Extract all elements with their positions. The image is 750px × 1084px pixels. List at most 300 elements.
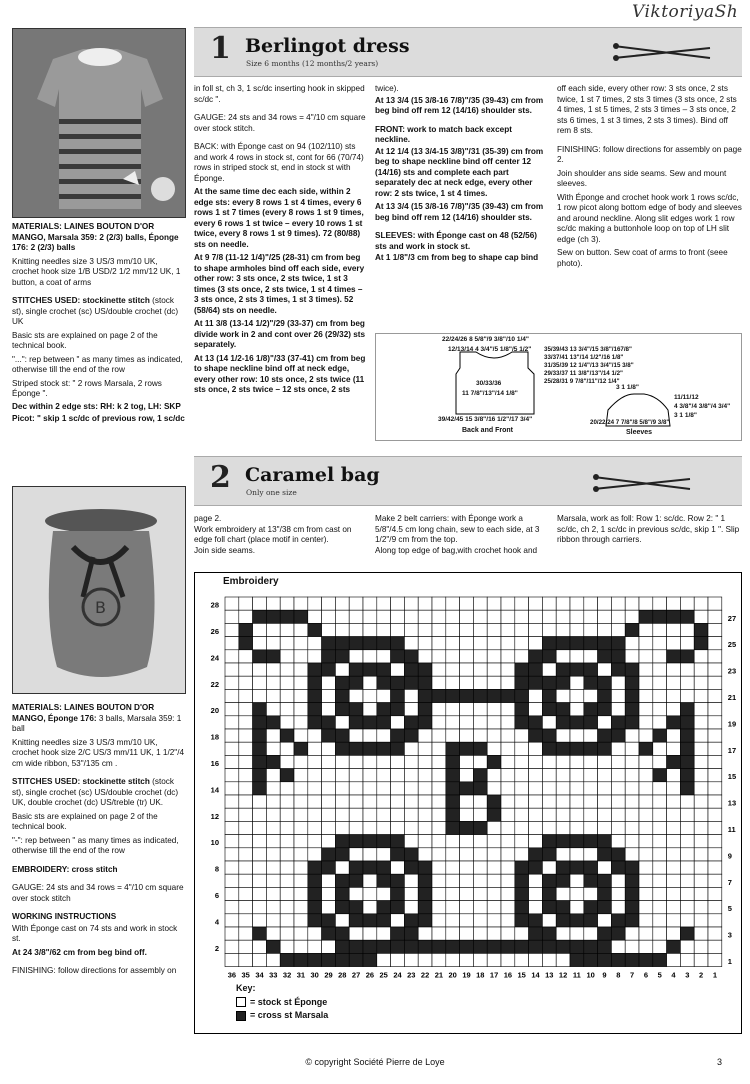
chart-cell [266, 703, 280, 716]
chart-cell [515, 808, 529, 821]
chart-cell [542, 637, 556, 650]
chart-cell [253, 769, 267, 782]
chart-cell [515, 940, 529, 953]
chart-row-label-right: 17 [727, 745, 737, 755]
chart-cell [570, 597, 584, 610]
dress-c3-118: At 1 1/8"/3 cm from beg to shape cap bind [375, 253, 539, 262]
dress-c2-11: At 11 3/8 (13-14 1/2)"/29 (33-37) cm from beg divide work in 2 and cont over 26 (29/32) sts separately. [194, 319, 366, 349]
chart-cell [598, 637, 612, 650]
bag-t3-p1: Make 2 belt carriers: with Éponge work a 5/8"/4.5 cm long chain, sew to each side, at 3 1/2"/9 cm from the top. [375, 514, 540, 544]
chart-cell [335, 848, 349, 861]
chart-cell [404, 597, 418, 610]
chart-cell [680, 663, 694, 676]
chart-cell [542, 874, 556, 887]
chart-cell [377, 953, 391, 966]
chart-cell [515, 953, 529, 966]
chart-cell [280, 769, 294, 782]
chart-cell [335, 716, 349, 729]
chart-cell [404, 940, 418, 953]
chart-cell [308, 742, 322, 755]
chart-cell [377, 769, 391, 782]
chart-row-label-left: 10 [210, 838, 219, 848]
chart-cell [335, 927, 349, 940]
chart-x-label: 17 [489, 970, 499, 980]
chart-cell [446, 637, 460, 650]
chart-cell [377, 848, 391, 861]
schem-r2: 33/37/41 13"/14 1/2"/16 1/8" [544, 354, 624, 361]
chart-cell [515, 874, 529, 887]
chart-key [236, 983, 328, 1022]
chart-cell [639, 795, 653, 808]
chart-cell [515, 914, 529, 927]
chart-cell [432, 914, 446, 927]
bag-t2-p3: Join side seams. [194, 545, 255, 555]
chart-cell [294, 703, 308, 716]
chart-cell [556, 703, 570, 716]
chart-title: Embroidery [223, 576, 279, 587]
chart-cell [253, 716, 267, 729]
chart-cell [570, 821, 584, 834]
chart-cell [667, 729, 681, 742]
chart-cell [667, 755, 681, 768]
chart-cell [335, 821, 349, 834]
chart-cell [239, 901, 253, 914]
chart-cell [391, 623, 405, 636]
chart-cell [529, 663, 543, 676]
chart-cell [529, 953, 543, 966]
chart-cell [639, 729, 653, 742]
chart-cell [322, 623, 336, 636]
chart-cell [694, 689, 708, 702]
chart-cell [515, 597, 529, 610]
bag-column-4 [557, 514, 742, 549]
chart-cell [225, 874, 239, 887]
chart-cell [694, 795, 708, 808]
chart-cell [308, 623, 322, 636]
chart-cell [487, 808, 501, 821]
chart-cell [473, 637, 487, 650]
chart-cell [584, 835, 598, 848]
chart-cell [653, 887, 667, 900]
dress-needles: Knitting needles size 3 US/3 mm/10 UK, crochet hook size 1/B USD/2 1/2 mm/12 UK, 1 button, a coat of arms [12, 256, 181, 287]
dress-c4-join: Join shoulder ans side seams. Sew and mount sleeves. [557, 168, 727, 188]
chart-cell [570, 716, 584, 729]
chart-cell [529, 901, 543, 914]
chart-cell [239, 914, 253, 927]
chart-cell [308, 848, 322, 861]
chart-cell [322, 689, 336, 702]
chart-cell [473, 821, 487, 834]
chart-cell [377, 623, 391, 636]
chart-cell [570, 808, 584, 821]
chart-cell [446, 914, 460, 927]
chart-cell [667, 716, 681, 729]
chart-cell [501, 914, 515, 927]
chart-cell [239, 927, 253, 940]
chart-cell [391, 782, 405, 795]
chart-cell [322, 637, 336, 650]
chart-cell [584, 610, 598, 623]
chart-cell [253, 848, 267, 861]
chart-cell [570, 953, 584, 966]
chart-cell [487, 861, 501, 874]
chart-cell [225, 861, 239, 874]
chart-cell [598, 716, 612, 729]
chart-cell [322, 808, 336, 821]
chart-cell [418, 914, 432, 927]
chart-cell [239, 769, 253, 782]
chart-cell [584, 861, 598, 874]
chart-x-label: 25 [379, 970, 388, 980]
chart-cell [570, 835, 584, 848]
chart-cell [280, 637, 294, 650]
chart-cell [473, 610, 487, 623]
chart-cell [322, 729, 336, 742]
chart-cell [556, 689, 570, 702]
chart-cell [680, 835, 694, 848]
chart-cell [598, 755, 612, 768]
chart-cell [667, 769, 681, 782]
chart-cell [308, 821, 322, 834]
chart-cell [556, 650, 570, 663]
chart-cell [349, 901, 363, 914]
chart-cell [418, 848, 432, 861]
chart-cell [598, 887, 612, 900]
chart-cell [308, 769, 322, 782]
chart-cell [708, 637, 722, 650]
chart-x-label: 11 [572, 970, 581, 980]
chart-cell [653, 755, 667, 768]
chart-cell [542, 610, 556, 623]
chart-cell [639, 663, 653, 676]
dress-c4-p1: off each side, every other row: 3 sts once, 2 sts twice, 1 st 7 times, 2 sts 3 times (3 sts once, 2 sts 4 times, 1 st 5 times, 2 sts 3 times – 3 sts once, 2 sts 6 times, 1 st 3 times, 2 sts 3 times). Bind off rem 8 sts. [557, 84, 737, 135]
chart-cell [294, 821, 308, 834]
chart-cell [294, 716, 308, 729]
chart-cell [556, 610, 570, 623]
chart-cell [294, 795, 308, 808]
chart-cell [598, 650, 612, 663]
chart-x-label: 15 [517, 970, 526, 980]
chart-cell [225, 716, 239, 729]
chart-cell [570, 848, 584, 861]
chart-cell [432, 703, 446, 716]
chart-cell [377, 650, 391, 663]
chart-x-label: 16 [503, 970, 513, 980]
chart-cell [556, 940, 570, 953]
chart-cell [529, 610, 543, 623]
chart-cell [584, 729, 598, 742]
chart-cell [280, 729, 294, 742]
chart-cell [239, 848, 253, 861]
chart-cell [529, 848, 543, 861]
dress-photo [12, 28, 186, 218]
chart-cell [639, 848, 653, 861]
chart-cell [473, 769, 487, 782]
chart-cell [322, 835, 336, 848]
chart-cell [266, 861, 280, 874]
chart-cell [473, 887, 487, 900]
chart-cell [432, 795, 446, 808]
key-title: Key: [236, 983, 256, 993]
schem-top: 22/24/26 8 5/8"/9 3/8"/10 1/4" [442, 336, 529, 343]
chart-cell [473, 927, 487, 940]
chart-cell [294, 597, 308, 610]
chart-cell [542, 597, 556, 610]
chart-cell [570, 795, 584, 808]
chart-cell [377, 742, 391, 755]
chart-cell [625, 676, 639, 689]
chart-cell [556, 755, 570, 768]
chart-cell [542, 755, 556, 768]
chart-x-label: 9 [602, 970, 607, 980]
chart-cell [363, 782, 377, 795]
chart-cell [680, 795, 694, 808]
chart-cell [460, 716, 474, 729]
chart-cell [598, 689, 612, 702]
chart-cell [625, 953, 639, 966]
embroidery-chart [194, 572, 742, 1034]
chart-cell [239, 953, 253, 966]
dress-c3-sleeves: SLEEVES: with Éponge cast on 48 (52/56) sts and work in stock st. [375, 231, 537, 251]
chart-cell [680, 689, 694, 702]
chart-cell [460, 742, 474, 755]
chart-cell [680, 940, 694, 953]
chart-cell [280, 663, 294, 676]
chart-cell [653, 689, 667, 702]
chart-cell [391, 887, 405, 900]
chart-cell [335, 835, 349, 848]
chart-cell [391, 835, 405, 848]
chart-cell [322, 901, 336, 914]
chart-cell [653, 650, 667, 663]
chart-cell [680, 901, 694, 914]
chart-cell [515, 848, 529, 861]
chart-cell [253, 940, 267, 953]
chart-cell [611, 729, 625, 742]
chart-cell [432, 663, 446, 676]
chart-cell [322, 874, 336, 887]
chart-cell [225, 610, 239, 623]
schem-r5: 25/28/31 9 7/8"/11"/12 1/4" [544, 378, 620, 385]
chart-cell [570, 887, 584, 900]
dress-dec: Dec within 2 edge sts: RH: k 2 tog, LH: SKP [12, 401, 181, 411]
chart-cell [363, 887, 377, 900]
chart-cell [611, 623, 625, 636]
chart-cell [694, 637, 708, 650]
chart-cell [598, 821, 612, 834]
chart-cell [501, 821, 515, 834]
chart-cell [542, 663, 556, 676]
chart-cell [584, 742, 598, 755]
chart-cell [391, 901, 405, 914]
chart-cell [529, 623, 543, 636]
chart-cell [542, 689, 556, 702]
chart-row-label-right: 23 [727, 666, 737, 676]
chart-x-label: 29 [324, 970, 333, 980]
bag-number: 2 [210, 460, 231, 495]
chart-cell [266, 676, 280, 689]
chart-cell [694, 703, 708, 716]
chart-cell [542, 861, 556, 874]
chart-cell [308, 637, 322, 650]
chart-cell [598, 597, 612, 610]
chart-cell [377, 940, 391, 953]
chart-cell [584, 782, 598, 795]
chart-cell [322, 940, 336, 953]
chart-cell [542, 953, 556, 966]
chart-cell [667, 650, 681, 663]
chart-cell [653, 610, 667, 623]
chart-x-label: 8 [616, 970, 621, 980]
chart-cell [584, 637, 598, 650]
chart-cell [694, 782, 708, 795]
chart-cell [625, 742, 639, 755]
chart-cell [667, 610, 681, 623]
chart-cell [611, 808, 625, 821]
chart-cell [432, 689, 446, 702]
chart-cell [639, 703, 653, 716]
chart-cell [446, 953, 460, 966]
chart-cell [225, 782, 239, 795]
chart-cell [308, 914, 322, 927]
chart-cell [391, 808, 405, 821]
chart-cell [239, 782, 253, 795]
chart-cell [694, 927, 708, 940]
chart-cell [625, 835, 639, 848]
chart-cell [349, 782, 363, 795]
chart-x-label: 22 [420, 970, 430, 980]
dress-c3-134b: At 13 3/4 (15 3/8-16 7/8)"/35 (39-43) cm from beg bind off rem 12 (14/16) shoulder sts. [375, 202, 544, 222]
chart-cell [542, 742, 556, 755]
dress-number: 1 [210, 31, 231, 66]
chart-cell [404, 716, 418, 729]
bag-t4-p1: Marsala, work as foll: Row 1: sc/dc. Row 2: " 1 sc/dc, ch 2, 1 sc/dc in previous sc/dc, skip 1 ". Slip ribbon through carriers. [557, 514, 740, 544]
chart-cell [253, 729, 267, 742]
chart-cell [694, 755, 708, 768]
chart-cell [473, 861, 487, 874]
chart-cell [225, 940, 239, 953]
chart-cell [418, 663, 432, 676]
chart-cell [225, 927, 239, 940]
chart-cell [404, 874, 418, 887]
chart-cell [294, 755, 308, 768]
chart-cell [515, 716, 529, 729]
chart-cell [335, 703, 349, 716]
chart-cell [667, 676, 681, 689]
chart-cell [446, 623, 460, 636]
chart-cell [225, 887, 239, 900]
chart-cell [363, 729, 377, 742]
chart-cell [611, 742, 625, 755]
chart-cell [253, 597, 267, 610]
chart-cell [680, 782, 694, 795]
chart-cell [653, 729, 667, 742]
chart-cell [487, 623, 501, 636]
chart-cell [653, 953, 667, 966]
chart-cell [598, 874, 612, 887]
chart-cell [487, 689, 501, 702]
chart-cell [667, 821, 681, 834]
chart-row-label-left: 20 [210, 706, 219, 716]
chart-cell [377, 901, 391, 914]
chart-cell [570, 874, 584, 887]
chart-cell [363, 953, 377, 966]
chart-cell [473, 716, 487, 729]
chart-cell [432, 742, 446, 755]
schem-sleeve-r3: 3 1 1/8" [674, 412, 697, 419]
chart-cell [460, 703, 474, 716]
chart-cell [501, 795, 515, 808]
chart-cell [501, 610, 515, 623]
key-empty-swatch [236, 997, 246, 1007]
chart-cell [487, 901, 501, 914]
chart-cell [225, 914, 239, 927]
chart-cell [446, 742, 460, 755]
chart-cell [266, 821, 280, 834]
chart-cell [239, 703, 253, 716]
chart-cell [349, 835, 363, 848]
chart-cell [694, 676, 708, 689]
dress-column-3 [375, 84, 549, 267]
chart-cell [377, 689, 391, 702]
chart-cell [653, 795, 667, 808]
chart-cell [542, 703, 556, 716]
chart-cell [639, 782, 653, 795]
chart-cell [363, 861, 377, 874]
chart-cell [515, 769, 529, 782]
chart-cell [391, 663, 405, 676]
chart-cell [349, 953, 363, 966]
chart-cell [308, 887, 322, 900]
chart-cell [680, 927, 694, 940]
dress-c2-p1: in foll st, ch 3, 1 sc/dc inserting hook in skipped sc/dc ". [194, 84, 365, 104]
chart-cell [239, 650, 253, 663]
chart-cell [266, 835, 280, 848]
chart-cell [253, 953, 267, 966]
chart-cell [253, 742, 267, 755]
chart-cell [487, 716, 501, 729]
schem-sleeve-r2: 4 3/8"/4 3/8"/4 3/4" [674, 403, 731, 410]
chart-cell [515, 927, 529, 940]
chart-cell [308, 782, 322, 795]
chart-cell [584, 940, 598, 953]
chart-cell [349, 742, 363, 755]
chart-cell [253, 861, 267, 874]
bag-t3-p2: Along top edge of bag,with crochet hook and [375, 545, 538, 555]
chart-cell [556, 597, 570, 610]
chart-cell [432, 848, 446, 861]
chart-cell [377, 663, 391, 676]
chart-cell [473, 689, 487, 702]
chart-cell [460, 821, 474, 834]
chart-cell [446, 835, 460, 848]
chart-cell [694, 610, 708, 623]
chart-row-label-right: 1 [727, 956, 732, 966]
chart-cell [363, 623, 377, 636]
chart-cell [239, 742, 253, 755]
chart-cell [225, 703, 239, 716]
chart-cell [266, 914, 280, 927]
chart-cell [598, 703, 612, 716]
chart-cell [625, 821, 639, 834]
chart-x-label: 13 [545, 970, 554, 980]
chart-cell [446, 808, 460, 821]
chart-cell [556, 729, 570, 742]
chart-cell [708, 623, 722, 636]
chart-cell [515, 821, 529, 834]
chart-cell [335, 610, 349, 623]
chart-cell [639, 650, 653, 663]
